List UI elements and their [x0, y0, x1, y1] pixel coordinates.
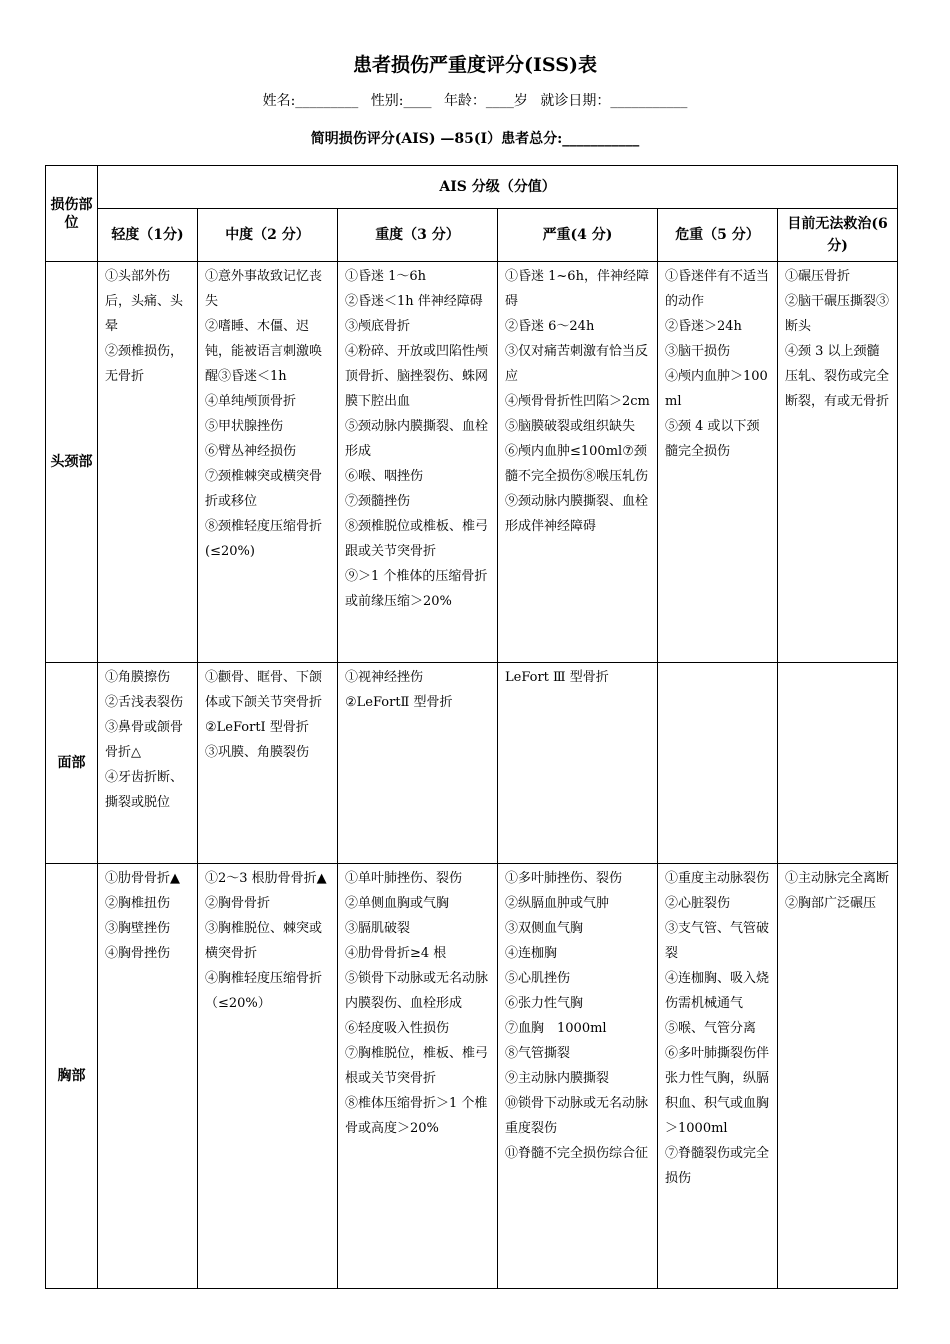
injury-item: ④颅内血肿＞100ml — [665, 369, 768, 409]
injury-item: ⑤脑膜破裂或组织缺失 — [505, 419, 636, 434]
region-cell: 头颈部 — [46, 262, 98, 663]
injury-item: ⑤甲状腺挫伤 — [205, 419, 284, 434]
injury-item: ①意外事故致记忆丧失 — [205, 269, 323, 309]
region-header: 损伤部位 — [46, 166, 98, 262]
table-row — [46, 864, 898, 1289]
injury-item: ②舌浅表裂伤 — [105, 695, 184, 710]
grade-cell — [658, 663, 778, 864]
injury-item: ②昏迷＞24h — [665, 319, 742, 334]
injury-item: ①视神经挫伤 — [345, 670, 424, 685]
ais-score-table — [45, 165, 898, 1289]
grade-cell — [338, 864, 498, 1289]
injury-item: ⑤颈动脉内膜撕裂、血栓形成 — [345, 419, 489, 459]
injury-item: ①角膜擦伤 — [105, 670, 171, 685]
injury-item: ⑧椎体压缩骨折＞1 个椎骨或高度＞20% — [345, 1096, 488, 1136]
injury-item: ②LeFortⅡ 型骨折 — [345, 695, 453, 710]
injury-item: ③胸椎脱位、棘突或横突骨折 — [205, 921, 323, 961]
injury-item: ④连枷胸、吸入烧伤需机械通气 — [665, 971, 770, 1011]
level-header-6: 目前无法救治(6 分) — [778, 209, 898, 262]
level-header-4: 严重(4 分) — [498, 209, 658, 262]
patient-info-line — [0, 90, 950, 110]
injury-item: ⑦脊髓裂伤或完全损伤 — [665, 1146, 770, 1186]
grade-cell — [98, 663, 198, 864]
table-row — [46, 262, 898, 663]
injury-item: ⑥喉、咽挫伤 — [345, 469, 424, 484]
ais-grade-header: AIS 分级（分值） — [98, 166, 898, 209]
injury-item: ⑨颈动脉内膜撕裂、血栓形成伴神经障碍 — [505, 494, 649, 534]
injury-item: ①昏迷伴有不适当的动作 — [665, 269, 770, 309]
injury-item: ⑦颈髓挫伤 — [345, 494, 411, 509]
injury-item: ③颅底骨折 — [345, 319, 411, 334]
injury-item: ⑦颈椎棘突或横突骨折或移位 — [205, 469, 323, 509]
grade-cell — [198, 663, 338, 864]
injury-item: ⑤心肌挫伤 — [505, 971, 571, 986]
injury-item: ⑦胸椎脱位，椎板、椎弓根或关节突骨折 — [345, 1046, 489, 1086]
injury-item: ③膈肌破裂 — [345, 921, 411, 936]
injury-item: ⑥张力性气胸 — [505, 996, 584, 1011]
injury-item: ⑧气管撕裂 — [505, 1046, 571, 1061]
grade-cell — [778, 262, 898, 663]
injury-item: ①碾压骨折 — [785, 269, 851, 284]
grade-cell — [498, 864, 658, 1289]
injury-item: ②昏迷 6～24h — [505, 319, 595, 334]
injury-item: ②LeFortⅠ 型骨折 — [205, 720, 309, 735]
injury-item: ③脑干损伤 — [665, 344, 731, 359]
injury-item: ⑤锁骨下动脉或无名动脉内膜裂伤、血栓形成 — [345, 971, 489, 1011]
injury-item: ④粉碎、开放或凹陷性颅顶骨折、脑挫裂伤、蛛网膜下腔出血 — [345, 344, 489, 409]
grade-cell — [498, 262, 658, 663]
grade-cell — [98, 864, 198, 1289]
injury-item: ②颈椎损伤，无骨折 — [105, 344, 184, 384]
injury-item: ⑧颈椎轻度压缩骨折(≤20%) — [205, 519, 323, 559]
subtitle: 简明损伤评分(AIS) —85(Ⅰ）患者总分:___________ — [310, 131, 640, 147]
injury-item: ⑥多叶肺撕裂伤伴张力性气胸，纵膈积血、积气或血胸＞1000ml — [665, 1046, 770, 1136]
level-header-2: 中度（2 分） — [198, 209, 338, 262]
injury-item: ②胸骨骨折 — [205, 896, 271, 911]
age-field[interactable]: 年龄：____岁 — [443, 93, 528, 109]
level-header-5: 危重（5 分） — [658, 209, 778, 262]
injury-item: ②胸部广泛碾压 — [785, 896, 877, 911]
injury-item: ④胸椎轻度压缩骨折（≤20%） — [205, 971, 323, 1011]
level-header-1: 轻度（1分) — [98, 209, 198, 262]
grade-cell — [338, 663, 498, 864]
table-row — [46, 663, 898, 864]
injury-item: ⑦血胸 1000ml — [505, 1021, 607, 1036]
gender-field[interactable]: 性别:____ — [370, 93, 432, 109]
injury-item: ⑥臂丛神经损伤 — [205, 444, 297, 459]
grade-cell — [778, 864, 898, 1289]
visit-date-field[interactable]: 就诊日期：___________ — [540, 93, 688, 109]
grade-cell — [778, 663, 898, 864]
injury-item: ②胸椎扭伤 — [105, 896, 171, 911]
injury-item: ⑩锁骨下动脉或无名动脉重度裂伤 — [505, 1096, 649, 1136]
grade-cell — [198, 864, 338, 1289]
injury-item: ⑧颈椎脱位或椎板、椎弓跟或关节突骨折 — [345, 519, 489, 559]
injury-item: LeFort Ⅲ 型骨折 — [505, 670, 609, 685]
grade-cell — [338, 262, 498, 663]
injury-item: ①单叶肺挫伤、裂伤 — [345, 871, 463, 886]
injury-item: ③双侧血气胸 — [505, 921, 584, 936]
injury-item: ①昏迷 1～6h — [345, 269, 427, 284]
injury-item: ④连枷胸 — [505, 946, 558, 961]
injury-item: ②心脏裂伤 — [665, 896, 731, 911]
grade-cell — [198, 262, 338, 663]
injury-item: ②嗜睡、木僵、迟钝，能被语言刺激唤醒③昏迷＜1h — [205, 319, 323, 384]
injury-item: ⑨＞1 个椎体的压缩骨折或前缘压缩＞20% — [345, 569, 488, 609]
injury-item: ①主动脉完全离断 — [785, 871, 890, 886]
injury-item: ④胸骨挫伤 — [105, 946, 171, 961]
injury-item: ⑤颈 4 或以下颈髓完全损伤 — [665, 419, 760, 459]
name-field[interactable]: 姓名:_________ — [262, 93, 359, 109]
injury-item: ②脑干碾压撕裂③断头 — [785, 294, 890, 334]
page-title: 患者损伤严重度评分(ISS)表 — [353, 54, 597, 76]
injury-item: ④颅骨骨折性凹陷＞2cm — [505, 394, 650, 409]
grade-cell — [98, 262, 198, 663]
grade-cell — [498, 663, 658, 864]
grade-cell — [658, 262, 778, 663]
injury-item: ①多叶肺挫伤、裂伤 — [505, 871, 623, 886]
injury-item: ①2～3 根肋骨骨折▲ — [205, 871, 327, 886]
injury-item: ③胸壁挫伤 — [105, 921, 171, 936]
injury-item: ①重度主动脉裂伤 — [665, 871, 770, 886]
injury-item: ⑤喉、气管分离 — [665, 1021, 757, 1036]
region-cell: 胸部 — [46, 864, 98, 1289]
injury-item: ③支气管、气管破裂 — [665, 921, 770, 961]
injury-item: ⑪脊髓不完全损伤综合征 — [505, 1146, 649, 1161]
injury-item: ①昏迷 1~6h，伴神经障碍 — [505, 269, 649, 309]
injury-item: ③巩膜、角膜裂伤 — [205, 745, 310, 760]
level-header-3: 重度（3 分） — [338, 209, 498, 262]
injury-item: ⑨主动脉内膜撕裂 — [505, 1071, 610, 1086]
injury-item: ④肋骨骨折≥4 根 — [345, 946, 447, 961]
injury-item: ③仅对痛苦刺激有恰当反应 — [505, 344, 649, 384]
injury-item: ④颈 3 以上颈髓压轧、裂伤或完全断裂，有或无骨折 — [785, 344, 890, 409]
injury-item: ②纵膈血肿或气肿 — [505, 896, 610, 911]
injury-item: ④单纯颅顶骨折 — [205, 394, 297, 409]
injury-item: ④牙齿折断、撕裂或脱位 — [105, 770, 184, 810]
region-cell: 面部 — [46, 663, 98, 864]
injury-item: ②单侧血胸或气胸 — [345, 896, 450, 911]
injury-item: ②昏迷＜1h 伴神经障碍 — [345, 294, 483, 309]
injury-item: ⑥轻度吸入性损伤 — [345, 1021, 450, 1036]
injury-item: ③鼻骨或颌骨骨折△ — [105, 720, 184, 760]
injury-item: ①头部外伤后，头痛、头晕 — [105, 269, 184, 334]
grade-cell — [658, 864, 778, 1289]
injury-item: ⑥颅内血肿≤100ml⑦颈髓不完全损伤⑧喉压轧伤 — [505, 444, 649, 484]
injury-item: ①肋骨骨折▲ — [105, 871, 180, 886]
injury-item: ①颧骨、眶骨、下颌体或下颌关节突骨折 — [205, 670, 323, 710]
